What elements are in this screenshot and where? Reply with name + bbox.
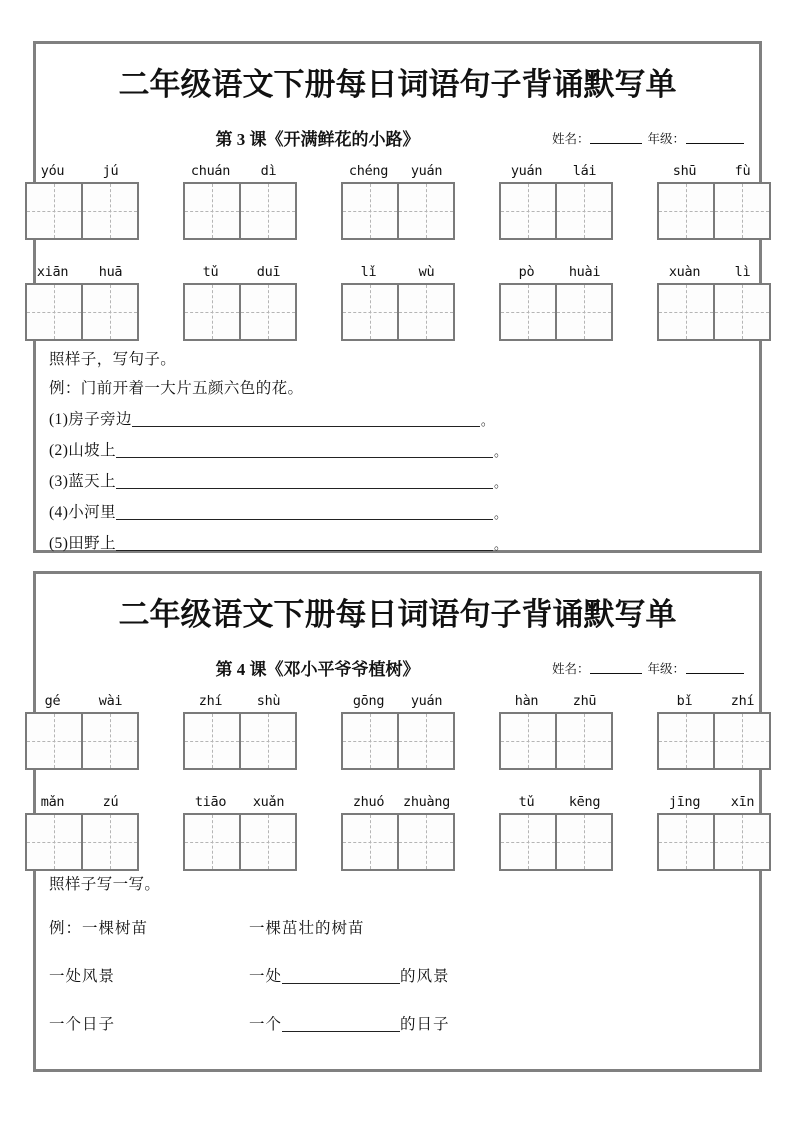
pinyin-syllable: huài	[568, 263, 601, 280]
pinyin-syllable: lì	[734, 263, 751, 280]
sentence-answer-blank[interactable]	[116, 474, 493, 489]
pinyin-syllable: zhí	[730, 692, 755, 709]
pinyin-syllable: zhí	[198, 692, 223, 709]
pinyin-pair	[182, 794, 298, 811]
pinyin-pair	[498, 163, 614, 180]
tianzige-cell[interactable]	[713, 283, 771, 341]
worksheet-lesson-4	[33, 571, 762, 1072]
pinyin-pair	[182, 163, 298, 180]
pinyin-pair	[656, 693, 772, 710]
grade-input-blank-2[interactable]	[686, 661, 744, 674]
word-group	[656, 794, 772, 871]
tianzige-cell[interactable]	[555, 182, 613, 240]
exercise-prompt-1: 照样子，写句子。	[49, 351, 177, 368]
pinyin-pair	[498, 794, 614, 811]
tianzige-cell[interactable]	[713, 182, 771, 240]
sentence-lead: (4)小河里	[49, 504, 116, 521]
tianzige-cell[interactable]	[239, 283, 297, 341]
sentence-period: 。	[493, 444, 508, 459]
word-group	[340, 693, 456, 770]
name-input-blank-1[interactable]	[590, 131, 642, 144]
pinyin-grid-row-2-1	[36, 693, 759, 770]
pinyin-syllable: bǐ	[676, 692, 693, 709]
tianzige-pair	[25, 712, 139, 770]
tianzige-cell[interactable]	[81, 283, 139, 341]
tianzige-cell[interactable]	[239, 712, 297, 770]
pinyin-syllable: dì	[260, 162, 277, 179]
pinyin-syllable: xuàn	[668, 263, 701, 280]
tianzige-pair	[499, 813, 613, 871]
tianzige-pair	[499, 283, 613, 341]
tianzige-cell[interactable]	[499, 813, 557, 871]
word-group	[340, 163, 456, 240]
tianzige-pair	[341, 813, 455, 871]
pinyin-pair	[340, 163, 456, 180]
pinyin-syllable: yóu	[40, 162, 65, 179]
grade-label-2: 年级：	[647, 661, 685, 676]
pinyin-syllable: wù	[418, 263, 435, 280]
tianzige-cell[interactable]	[397, 182, 455, 240]
pattern-right-prefix: 一棵茁壮的树苗	[249, 920, 365, 937]
tianzige-pair	[499, 712, 613, 770]
lesson-title-1: 第 3 课《开满鲜花的小路》	[215, 129, 420, 149]
pattern-left-text: 一个日子	[49, 1016, 116, 1033]
pattern-row	[49, 964, 746, 986]
sentence-period: 。	[480, 413, 495, 428]
tianzige-cell[interactable]	[555, 813, 613, 871]
tianzige-pair	[341, 283, 455, 341]
tianzige-cell[interactable]	[183, 813, 241, 871]
tianzige-cell[interactable]	[555, 712, 613, 770]
sentence-fill-row	[49, 500, 746, 522]
pinyin-syllable: yuán	[510, 162, 543, 179]
tianzige-cell[interactable]	[81, 813, 139, 871]
word-group	[24, 794, 140, 871]
tianzige-pair	[25, 283, 139, 341]
pinyin-pair	[182, 693, 298, 710]
word-group	[182, 794, 298, 871]
word-group	[498, 794, 614, 871]
student-info-fields-1	[552, 129, 749, 147]
pinyin-grid-row-2-2	[36, 794, 759, 871]
pattern-answer-blank[interactable]	[282, 968, 400, 984]
sentence-fill-row	[49, 531, 746, 553]
pinyin-syllable: shù	[256, 692, 281, 709]
tianzige-pair	[25, 182, 139, 240]
tianzige-pair	[341, 712, 455, 770]
tianzige-cell[interactable]	[81, 182, 139, 240]
worksheet-lesson-3	[33, 41, 762, 553]
tianzige-pair	[183, 182, 297, 240]
sentence-lead: (3)蓝天上	[49, 473, 116, 490]
pinyin-syllable: chuán	[190, 162, 231, 179]
pattern-right-group	[249, 916, 365, 938]
tianzige-cell[interactable]	[25, 712, 83, 770]
tianzige-pair	[499, 182, 613, 240]
pinyin-pair	[340, 693, 456, 710]
word-group	[498, 264, 614, 341]
tianzige-cell[interactable]	[183, 283, 241, 341]
pinyin-syllable: xiān	[36, 263, 69, 280]
pinyin-syllable: shū	[672, 162, 697, 179]
pattern-row	[49, 916, 746, 938]
sentence-period: 。	[493, 506, 508, 521]
grade-input-blank-1[interactable]	[686, 131, 744, 144]
tianzige-pair	[657, 712, 771, 770]
lesson-header-row-1	[36, 125, 759, 155]
tianzige-cell[interactable]	[25, 813, 83, 871]
page-title-2: 二年级语文下册每日词语句子背诵默写单	[118, 597, 677, 632]
pattern-left-text: 例：一棵树苗	[49, 920, 149, 937]
pattern-right-suffix: 的风景	[400, 968, 450, 985]
tianzige-cell[interactable]	[657, 813, 715, 871]
word-group	[24, 163, 140, 240]
tianzige-cell[interactable]	[499, 712, 557, 770]
pinyin-pair	[340, 794, 456, 811]
pattern-exercise-section	[49, 872, 746, 1060]
tianzige-cell[interactable]	[341, 712, 399, 770]
exercise-example-1: 例：门前开着一大片五颜六色的花。	[49, 380, 304, 397]
name-label-1: 姓名：	[551, 131, 590, 146]
pinyin-syllable: yuán	[410, 692, 443, 709]
tianzige-cell[interactable]	[499, 182, 557, 240]
pattern-row	[49, 1012, 746, 1034]
pinyin-pair	[498, 264, 614, 281]
sentence-period: 。	[493, 537, 508, 552]
tianzige-cell[interactable]	[657, 712, 715, 770]
word-group	[182, 693, 298, 770]
lesson-header-row-2	[36, 655, 759, 685]
pinyin-syllable: zhuó	[352, 793, 385, 810]
tianzige-cell[interactable]	[341, 182, 399, 240]
pinyin-syllable: xuǎn	[252, 793, 285, 810]
word-group	[340, 794, 456, 871]
pattern-right-group	[249, 964, 450, 986]
sentence-fill-row	[49, 438, 746, 460]
tianzige-pair	[341, 182, 455, 240]
pinyin-syllable: duī	[256, 263, 281, 280]
sentence-lead: (1)房子旁边	[49, 411, 132, 428]
pinyin-syllable: zhū	[572, 692, 597, 709]
tianzige-cell[interactable]	[499, 283, 557, 341]
tianzige-pair	[183, 712, 297, 770]
page-title-1: 二年级语文下册每日词语句子背诵默写单	[118, 67, 677, 102]
sentence-answer-blank[interactable]	[116, 443, 493, 458]
pinyin-pair	[656, 264, 772, 281]
word-group	[24, 693, 140, 770]
tianzige-cell[interactable]	[183, 182, 241, 240]
name-input-blank-2[interactable]	[590, 661, 642, 674]
pinyin-pair	[340, 264, 456, 281]
tianzige-cell[interactable]	[183, 712, 241, 770]
tianzige-pair	[657, 283, 771, 341]
pinyin-pair	[24, 693, 140, 710]
pinyin-syllable: tiāo	[194, 793, 227, 810]
tianzige-cell[interactable]	[239, 813, 297, 871]
word-group	[182, 163, 298, 240]
pinyin-syllable: gōng	[352, 692, 385, 709]
word-group	[24, 264, 140, 341]
pinyin-syllable: yuán	[410, 162, 443, 179]
exercise-prompt-2: 照样子写一写。	[49, 876, 161, 893]
tianzige-cell[interactable]	[341, 813, 399, 871]
tianzige-cell[interactable]	[657, 182, 715, 240]
pinyin-syllable: lǐ	[360, 263, 377, 280]
word-group	[656, 264, 772, 341]
pinyin-syllable: huā	[98, 263, 123, 280]
tianzige-cell[interactable]	[555, 283, 613, 341]
student-info-fields-2	[552, 659, 749, 677]
sentence-exercise-section	[49, 347, 746, 562]
tianzige-cell[interactable]	[25, 182, 83, 240]
word-group	[340, 264, 456, 341]
pinyin-syllable: mǎn	[40, 793, 65, 810]
sentence-fill-row	[49, 469, 746, 491]
pinyin-syllable: pò	[518, 263, 535, 280]
tianzige-cell[interactable]	[341, 283, 399, 341]
pinyin-pair	[24, 163, 140, 180]
pattern-right-prefix: 一处	[249, 968, 283, 985]
name-label-2: 姓名：	[551, 661, 590, 676]
lesson-title-2: 第 4 课《邓小平爷爷植树》	[215, 659, 420, 679]
pinyin-syllable: wài	[98, 692, 123, 709]
tianzige-pair	[183, 813, 297, 871]
tianzige-cell[interactable]	[713, 813, 771, 871]
word-group	[498, 693, 614, 770]
pinyin-syllable: xīn	[730, 793, 755, 810]
sentence-answer-blank[interactable]	[116, 505, 493, 520]
pinyin-syllable: kēng	[568, 793, 601, 810]
pinyin-syllable: jú	[102, 162, 119, 179]
tianzige-pair	[183, 283, 297, 341]
pinyin-pair	[24, 264, 140, 281]
word-group	[498, 163, 614, 240]
word-group	[656, 693, 772, 770]
tianzige-cell[interactable]	[713, 712, 771, 770]
pattern-answer-blank[interactable]	[282, 1016, 400, 1032]
tianzige-cell[interactable]	[397, 712, 455, 770]
tianzige-cell[interactable]	[397, 283, 455, 341]
pattern-right-suffix: 的日子	[400, 1016, 450, 1033]
grade-label-1: 年级：	[647, 131, 685, 146]
tianzige-cell[interactable]	[239, 182, 297, 240]
pinyin-syllable: gé	[44, 692, 61, 709]
pinyin-syllable: jīng	[668, 793, 701, 810]
word-group	[182, 264, 298, 341]
pinyin-grid-row-1-2	[36, 264, 759, 341]
sentence-period: 。	[493, 475, 508, 490]
pattern-right-group	[249, 1012, 450, 1034]
sentence-answer-blank[interactable]	[132, 412, 480, 427]
pinyin-grid-row-1-1	[36, 163, 759, 240]
pattern-right-prefix: 一个	[249, 1016, 283, 1033]
pinyin-syllable: zú	[102, 793, 119, 810]
sentence-fill-row	[49, 407, 746, 429]
pinyin-pair	[656, 163, 772, 180]
pinyin-pair	[498, 693, 614, 710]
pinyin-syllable: fù	[734, 162, 751, 179]
word-group	[656, 163, 772, 240]
pinyin-pair	[656, 794, 772, 811]
pattern-left-text: 一处风景	[49, 968, 116, 985]
pinyin-syllable: chéng	[348, 162, 389, 179]
pinyin-syllable: zhuàng	[403, 793, 450, 810]
tianzige-pair	[657, 813, 771, 871]
pinyin-pair	[24, 794, 140, 811]
pinyin-syllable: lái	[572, 162, 597, 179]
tianzige-pair	[657, 182, 771, 240]
pinyin-syllable: tǔ	[202, 263, 219, 280]
tianzige-cell[interactable]	[657, 283, 715, 341]
sentence-lead: (5)田野上	[49, 535, 116, 552]
tianzige-cell[interactable]	[81, 712, 139, 770]
tianzige-cell[interactable]	[397, 813, 455, 871]
sentence-lead: (2)山坡上	[49, 442, 116, 459]
pinyin-syllable: hàn	[514, 692, 539, 709]
tianzige-cell[interactable]	[25, 283, 83, 341]
tianzige-pair	[25, 813, 139, 871]
pinyin-pair	[182, 264, 298, 281]
pinyin-syllable: tǔ	[518, 793, 535, 810]
sentence-answer-blank[interactable]	[116, 536, 493, 551]
